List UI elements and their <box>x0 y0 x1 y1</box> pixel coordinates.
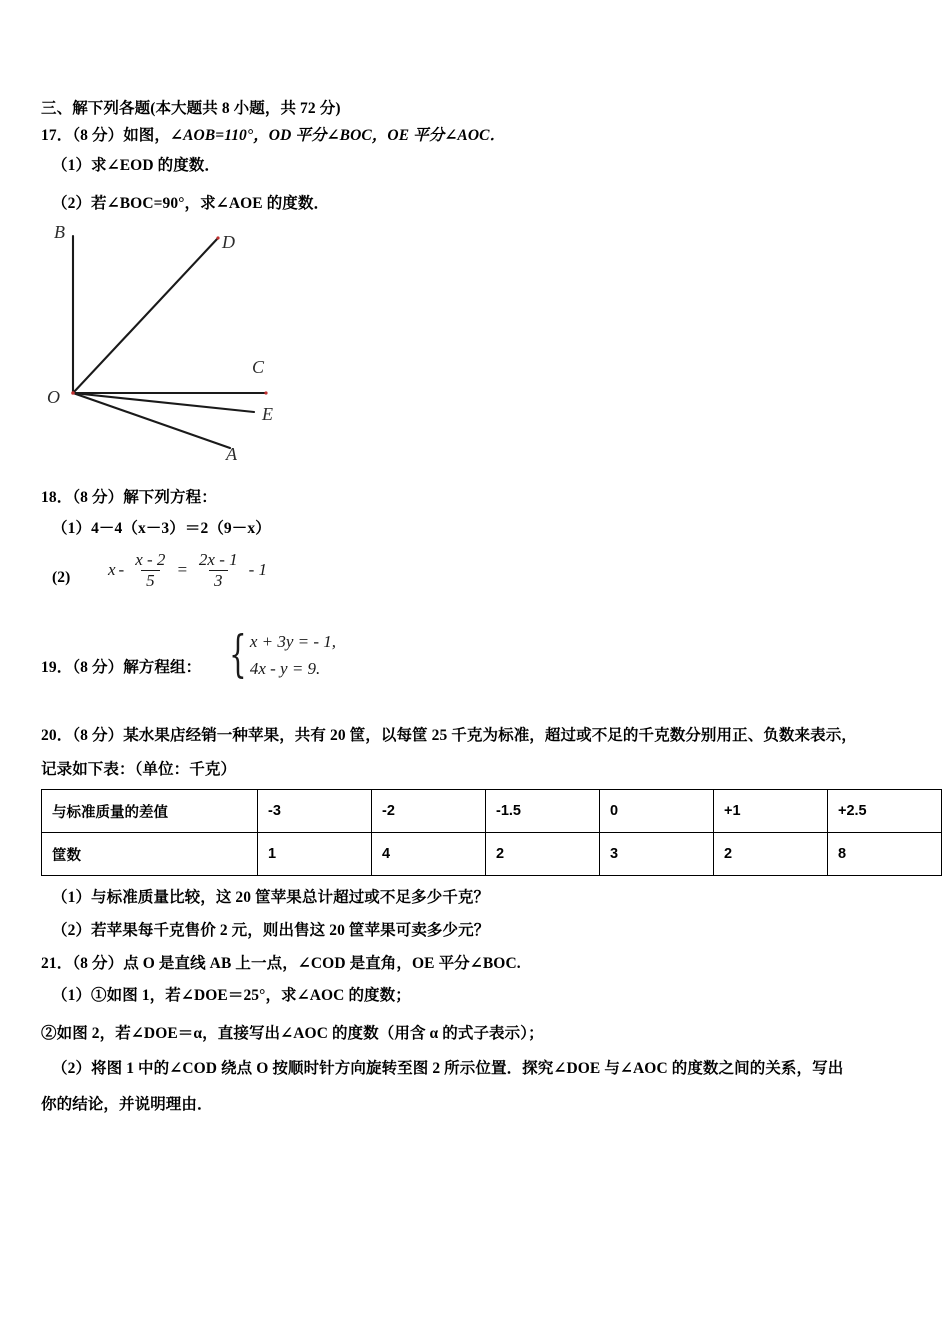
problem-19-system <box>222 625 337 683</box>
problem-18-part-1-equation: 4－4（x－3）＝2（9－x） <box>91 520 271 537</box>
eq-minus-sign: - <box>118 560 125 580</box>
figure-label-D: D <box>222 232 235 252</box>
problem-21-part-2: （2）将图 1 中的∠COD 绕点 O 按顺时针方向旋转至图 2 所示位置．探究∠DOE 与∠AOC 的度数之间的关系，写出 <box>52 1060 844 1077</box>
fraction-2-denominator: 3 <box>209 570 228 590</box>
diff-cell-6: +2.5 <box>828 790 942 833</box>
count-cell-3: 2 <box>486 833 600 876</box>
figure-label-E: E <box>262 404 273 424</box>
system-equation-1: x + 3y = - 1, <box>249 632 337 651</box>
figure-label-A: A <box>226 444 237 464</box>
system-rows <box>248 632 336 679</box>
table-row-count <box>42 833 942 876</box>
system-equation-2: 4x - y = 9. <box>249 659 321 678</box>
fraction-1 <box>130 551 170 590</box>
row-header-count: 筐数 <box>42 833 258 876</box>
diff-cell-2: -2 <box>372 790 486 833</box>
figure-label-B: B <box>54 222 65 242</box>
problem-17-stem-prefix: 如图， <box>123 127 171 144</box>
problem-20-stem-line-1 <box>41 728 857 744</box>
problem-20-part-2: （2）若苹果每千克售价 2 元，则出售这 20 筐苹果可卖多少元？ <box>52 922 490 939</box>
problem-17-number: 17． <box>41 127 73 144</box>
problem-21-part-2-cont: 你的结论，并说明理由． <box>41 1096 213 1113</box>
problem-21-part-1b: ②如图 2，若∠DOE＝α，直接写出∠AOC 的度数（用含 α 的式子表示）； <box>41 1025 544 1042</box>
problem-18-part-1-label: （1） <box>52 520 92 537</box>
fraction-1-numerator: x - 2 <box>135 550 166 569</box>
problem-17-part-2: （2）若∠BOC=90°，求∠AOE 的度数． <box>52 195 330 212</box>
eq-tail: - 1 <box>248 560 268 580</box>
problem-21-points: （8 分） <box>72 955 124 972</box>
eq-lhs-variable: x <box>108 560 116 580</box>
problem-21-stem-text: 点 O 是直线 AB 上一点，∠COD 是直角，OE 平分∠BOC. <box>123 955 521 972</box>
problem-21-stem <box>41 956 521 972</box>
problem-18-part-1 <box>52 521 271 537</box>
diff-cell-4: 0 <box>600 790 714 833</box>
diff-cell-5: +1 <box>714 790 828 833</box>
table-row-difference <box>42 790 942 833</box>
problem-20-part-1: （1）与标准质量比较，这 20 筐苹果总计超过或不足多少千克？ <box>52 889 490 906</box>
fraction-2 <box>194 551 243 590</box>
count-cell-4: 3 <box>600 833 714 876</box>
problem-17-points: （8 分） <box>72 127 124 144</box>
problem-21-number: 21． <box>41 955 73 972</box>
problem-20-points: （8 分） <box>72 727 124 744</box>
problem-18-stem-text: 解下列方程： <box>123 489 217 506</box>
row-header-difference: 与标准质量的差值 <box>42 790 258 833</box>
problem-18-part-2-label: (2) <box>52 569 71 586</box>
problem-20-number: 20． <box>41 727 73 744</box>
problem-20-stem-line-2: 记录如下表：（单位：千克） <box>41 761 237 778</box>
count-cell-1: 1 <box>258 833 372 876</box>
problem-19-number: 19． <box>41 659 73 676</box>
count-cell-5: 2 <box>714 833 828 876</box>
diff-cell-1: -3 <box>258 790 372 833</box>
problem-18-part-2-equation <box>108 551 267 590</box>
problem-17-figure <box>40 222 330 472</box>
angle-rays-svg <box>40 222 330 472</box>
ray-endpoint-dots <box>71 236 267 394</box>
problem-17-stem-math: ∠AOB=110°，OD 平分∠BOC，OE 平分∠AOC． <box>170 127 506 144</box>
ray-OD-line <box>73 238 218 393</box>
problem-17-part-1: （1）求∠EOD 的度数． <box>52 157 221 174</box>
apple-weight-table <box>41 789 942 876</box>
problem-18-number: 18． <box>41 489 73 506</box>
problem-21-part-1a: （1）①如图 1，若∠DOE＝25°，求∠AOC 的度数； <box>52 987 411 1004</box>
count-cell-2: 4 <box>372 833 486 876</box>
problem-19-stem-text: 解方程组： <box>123 659 202 676</box>
count-cell-6: 8 <box>828 833 942 876</box>
problem-19-stem <box>41 660 201 676</box>
figure-label-O: O <box>47 387 60 407</box>
diff-cell-3: -1.5 <box>486 790 600 833</box>
system-brace: { <box>229 625 247 683</box>
fraction-1-denominator: 5 <box>141 570 160 590</box>
figure-label-C: C <box>252 357 265 377</box>
problem-20-stem-text: 某水果店经销一种苹果，共有 20 筐，以每筐 25 千克为标准，超过或不足的千克数分别用正、负数来表示， <box>123 727 857 744</box>
problem-18-stem <box>41 490 217 506</box>
section-heading: 三、解下列各题(本大题共 8 小题，共 72 分) <box>41 100 341 117</box>
eq-equals-sign: = <box>176 560 188 580</box>
problem-18-points: （8 分） <box>72 489 124 506</box>
problem-17-stem <box>41 128 505 144</box>
problem-19-points: （8 分） <box>72 659 124 676</box>
fraction-2-numerator: 2x - 1 <box>198 550 238 569</box>
